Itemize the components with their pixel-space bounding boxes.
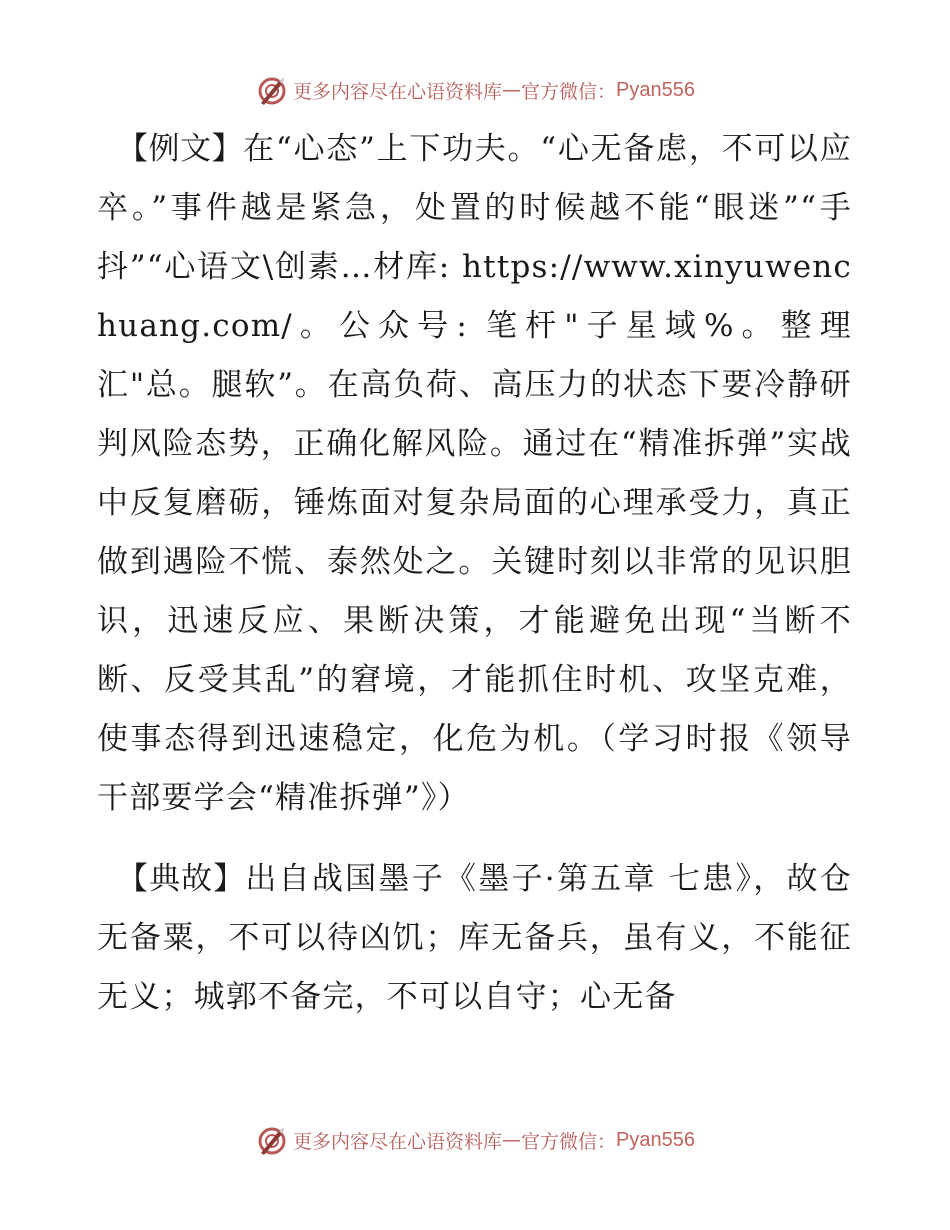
- allusion-text: 出自战国墨子《墨子·第五章 七患》，故仓无备粟，不可以待凶饥；库无备兵，虽有义，不能征无义；城郭不备完，不可以自守；心无备: [97, 861, 852, 1015]
- document-body: [97, 120, 852, 1027]
- banner-dash: —: [502, 79, 522, 101]
- banner-dash: —: [502, 1129, 522, 1151]
- allusion-label: 【典故】: [117, 861, 246, 897]
- header-banner: [0, 70, 950, 110]
- banner-official-label: 官方微信：: [521, 80, 617, 103]
- example-label: 【例文】: [117, 131, 244, 167]
- footer-banner: [0, 1120, 950, 1160]
- banner-text: 更多内容尽在心语资料库: [293, 1130, 503, 1153]
- allusion-paragraph: [97, 850, 852, 1027]
- example-text: 在“心态”上下功夫。“心无备虑，不可以应卒。”事件越是紧急，处置的时候越不能“眼迷”“手抖”“心语文\创素…材库: https://www.xinyuwenchuang.com/。公众号: 笔杆"子星域%。整理汇"总。腿软”。在高负荷、高压力的状态下要冷静研判风险态势，正确化解风险。通过在“精准拆弹”实战中反复磨砺，锤炼面对复杂局面的心理承受力，真正做到遇险不慌、泰然处之。关键时刻以非常的见识胆识，迅速反应、果断决策，才能避免出现“当断不断、反受其乱”的窘境，才能抓住时机、攻坚克难，使事态得到迅速稳定，化危为机。（学习时报《领导干部要学会“精准拆弹”》）: [97, 131, 853, 816]
- pen-logo-icon: [255, 73, 289, 107]
- example-paragraph: [97, 120, 852, 828]
- banner-wechat-id: Pyan556: [616, 78, 695, 101]
- banner-text: 更多内容尽在心语资料库: [293, 80, 503, 103]
- pen-logo-icon: [255, 1123, 289, 1157]
- banner-wechat-id: Pyan556: [616, 1128, 695, 1151]
- banner-official-label: 官方微信：: [521, 1130, 617, 1153]
